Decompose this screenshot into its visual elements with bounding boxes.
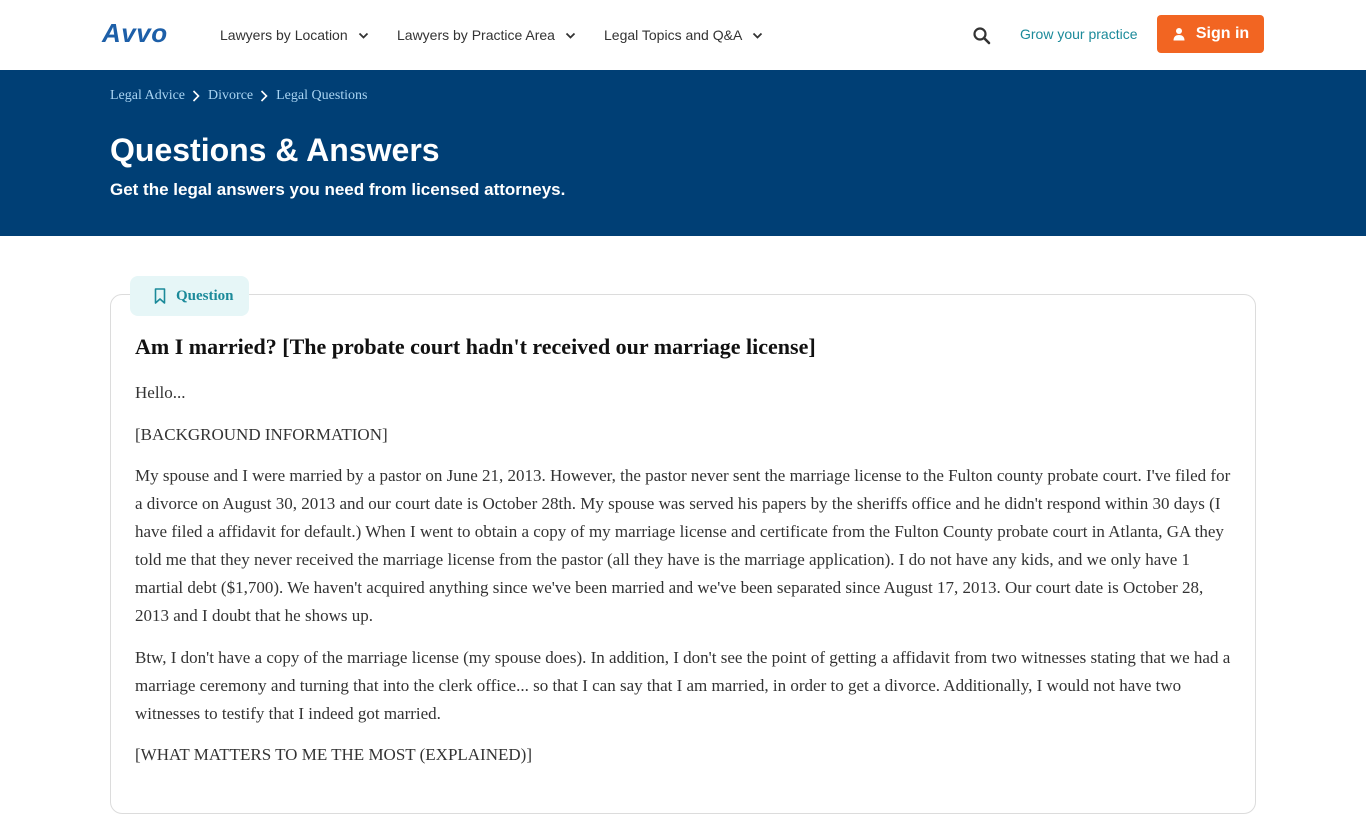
- nav-lawyers-by-practice-area[interactable]: [397, 25, 576, 45]
- nav-lawyers-by-location[interactable]: [220, 25, 369, 45]
- logo-text: Avvo: [102, 17, 168, 48]
- nav-label: Lawyers by Practice Area: [397, 27, 555, 43]
- grow-your-practice-link[interactable]: Grow your practice: [1020, 26, 1138, 42]
- question-paragraph: [WHAT MATTERS TO ME THE MOST (EXPLAINED)]: [135, 745, 532, 764]
- sign-in-button[interactable]: [1157, 15, 1264, 53]
- breadcrumb-legal-advice[interactable]: Legal Advice: [110, 88, 186, 103]
- hero-banner: [0, 70, 1366, 236]
- chevron-right-icon: [191, 89, 201, 103]
- nav-legal-topics[interactable]: [604, 25, 763, 45]
- chevron-down-icon: [752, 30, 763, 41]
- chevron-down-icon: [358, 30, 369, 41]
- breadcrumb-divorce[interactable]: Divorce: [208, 88, 254, 103]
- question-paragraph: My spouse and I were married by a pastor on June 21, 2013. However, the pastor never sent the marriage license to the Fulton county probate court. I've filed for a divorce on August 30, 2013 and our court date is October 28th. My spouse was served his papers by the sheriffs office and he didn't respond within 30 days (I have filed a affidavit for default.) When I went to obtain a copy of my marriage license and certificate from the Fulton County probate court in Atlanta, GA they told me that they never received the marriage license from the pastor (all they have is the marriage application). I do not have any kids, and we only have 1 martial debt ($1,700). We haven't acquired anything since we've been married and we've been separated since August 17, 2013. Our court date is October 28, 2013 and I doubt that he shows up.: [135, 466, 1231, 625]
- question-title: Am I married? [The probate court hadn't received our marriage license]: [135, 334, 816, 359]
- chevron-right-icon: [259, 89, 269, 103]
- search-icon[interactable]: [972, 26, 992, 46]
- question-tag-label: Question: [176, 287, 234, 304]
- page-title: Questions & Answers: [110, 132, 440, 168]
- question-paragraph: [BACKGROUND INFORMATION]: [135, 425, 388, 444]
- question-paragraph: Btw, I don't have a copy of the marriage license (my spouse does). In addition, I don't see the point of getting a affidavit from two witnesses stating that we had a marriage ceremony and turning that into the clerk office... so that I can say that I am married, in order to get a divorce. Additionally, I would not have two witnesses to testify that I indeed got married.: [135, 648, 1231, 723]
- top-navigation: [0, 0, 1366, 70]
- nav-label: Lawyers by Location: [220, 27, 348, 43]
- page-subtitle: Get the legal answers you need from licensed attorneys.: [110, 180, 566, 199]
- avvo-logo[interactable]: [102, 18, 168, 48]
- user-icon: [1172, 27, 1186, 41]
- nav-label: Legal Topics and Q&A: [604, 27, 743, 43]
- breadcrumb: [110, 88, 368, 104]
- breadcrumb-legal-questions[interactable]: Legal Questions: [276, 88, 368, 103]
- chevron-down-icon: [565, 30, 576, 41]
- question-paragraph: Hello...: [135, 383, 186, 402]
- bookmark-icon: [154, 288, 166, 304]
- sign-in-label: Sign in: [1195, 25, 1250, 42]
- question-tag: [130, 276, 249, 316]
